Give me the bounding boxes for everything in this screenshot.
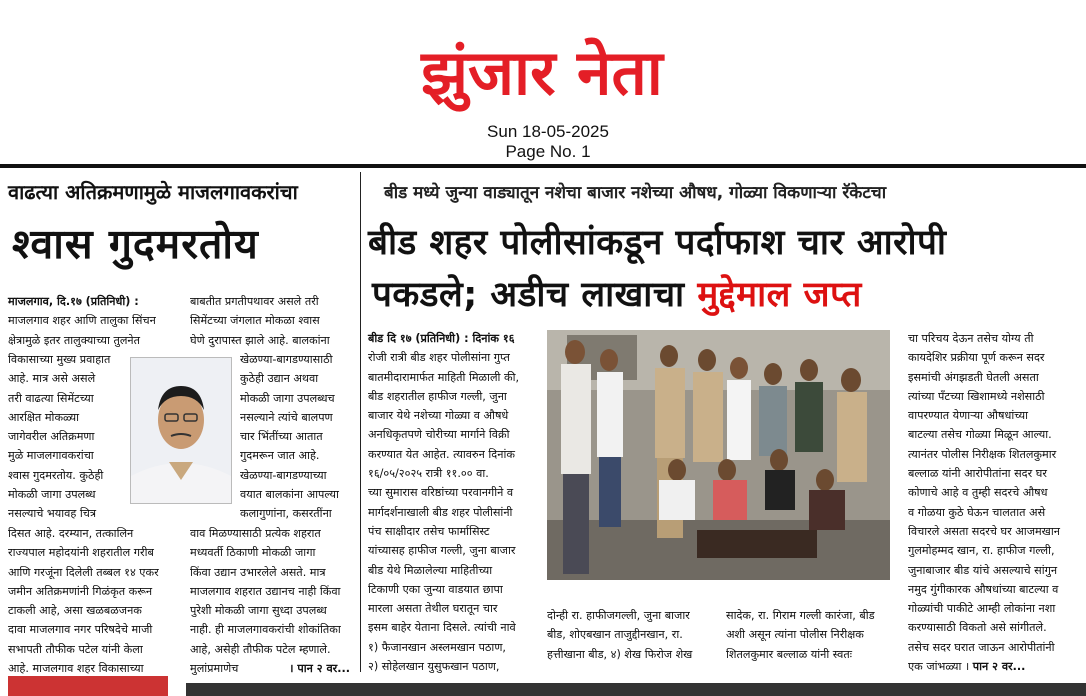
continued-marker[interactable]: । पान २ वर... [289, 662, 350, 676]
text-line: कोणाचे आहे व तुम्ही सदरचे औषध [908, 486, 1048, 500]
text-line: किंवा उद्यान उभारलेले असते. मात्र [190, 565, 326, 579]
text-line: नाही. ही माजलगावकरांची शोकांतिका [190, 623, 341, 637]
masthead-divider [0, 164, 1086, 168]
text-line: क्षेत्रामुळे इतर तालुक्याच्या तुलनेत [8, 333, 140, 347]
text-line: नसल्याचे भयावह चित्र [8, 507, 97, 521]
text-line: रोजी रात्री बीड शहर पोलीसांना गुप्त [368, 351, 510, 365]
text-line: जागेवरील अतिक्रमणा [8, 430, 95, 444]
text-line: गुदमरून जात आहे. [240, 449, 320, 463]
text-line: च्या सुमारास वरिष्ठांच्या परवानगीने व [368, 486, 514, 500]
text-line: मोकळी जागा उपलब्धच [240, 391, 335, 405]
text-line: मारला असता तेथील घरातून चार [368, 602, 498, 616]
text-line: इसम बाहेर येताना दिसले. त्यांची नावे [368, 621, 516, 635]
text-line: बीड, शोएबखान ताजुद्दीनखान, रा. [547, 628, 683, 642]
text-line: नसल्याने त्यांचे बालपण [240, 410, 333, 424]
text-line: सादेक, रा. गिराम गल्ली कारंजा, बीड [726, 609, 875, 622]
text-line: बातमीदारामार्फत माहिती मिळाली की, [368, 370, 520, 384]
main-story-kicker: बीड मध्ये जुन्या वाड्यातून नशेचा बाजार नशेच्या औषध, गोळ्या विकणाऱ्या रॅकेटचा [384, 183, 887, 203]
text-line: आहे. माजलगाव शहर विकासाच्या [8, 662, 144, 676]
text-line: कायदेशिर प्रक्रीया पूर्ण करून सदर [908, 351, 1045, 365]
text-line: अनधिकृतपणे चोरीच्या मार्गाने विक्री [368, 428, 510, 442]
text-line: तरी वाढत्या सिमेंटच्या [8, 391, 94, 405]
main-story-col2 [547, 606, 712, 664]
text-line-last [908, 657, 1076, 676]
dateline: माजलगाव, दि.१७ (प्रतिनिधी) : [8, 295, 139, 308]
text-line: माजलगाव शहरात उद्यानच नाही किंवा [190, 584, 341, 598]
text-line: २) सोहेलखान युसुफखान पठाण, [368, 660, 500, 674]
text-line: वापरण्यात येणाऱ्या औषधांच्या [908, 409, 1029, 423]
text-line: बीड शहरातील हाफीज गल्ली, जुना [368, 389, 507, 403]
left-story-col1-top [8, 292, 178, 350]
text-line: सभापती तौफीक पटेल यांनी केला [8, 642, 143, 656]
text-line: अशी असून त्यांना पोलीस निरीक्षक [726, 628, 864, 642]
text-line: शितलकुमार बल्लाळ यांनी स्वतः [726, 647, 853, 661]
text-line: दिसत आहे. दरम्यान, तत्कालिन [8, 527, 134, 540]
column-divider [360, 172, 361, 672]
text-line: जुनाबाजार बीड यांचे असल्याचे सांगुन [908, 563, 1058, 577]
text-line: टिकाणी एका जुन्या वाडयात छापा [368, 582, 503, 596]
text-line-last [190, 659, 350, 678]
portrait-illustration [131, 358, 231, 503]
text-line: पंच साक्षीदार तसेच फार्मासिस्ट [368, 524, 490, 538]
text-line: विचारले असता सदरचे घर आजमखान [908, 524, 1060, 538]
bottom-ad-strip [8, 676, 168, 696]
text-line: एक जांभळ्या । [908, 660, 970, 674]
text-line: कलागुणांना, कसरतींना [240, 507, 332, 521]
text-line: व गोळया कुठे घेऊन चालतात असे [908, 505, 1046, 519]
text-line: टाकली आहे, असा खळबळजनक [8, 604, 142, 618]
page-number: Page No. 1 [505, 142, 591, 161]
left-story-kicker: वाढत्या अतिक्रमणामुळे माजलगावकरांचा [8, 180, 298, 204]
continued-marker[interactable]: पान २ वर... [972, 660, 1026, 674]
text-line: हत्तीखाना बीड, ४) शेख फिरोज शेख [547, 647, 693, 661]
text-line: मध्यवर्ती ठिकाणी मोकळी जागा [190, 546, 316, 560]
text-line: मुळे माजलगावकरांचा [8, 449, 94, 463]
masthead [0, 0, 1086, 168]
text-line: चार भिंतींच्या आतात [240, 430, 323, 444]
text-line: त्यानंतर पोलीस निरीक्षक शितलकुमार [908, 447, 1057, 461]
main-story-col3 [726, 606, 888, 664]
text-line: चा परिचय देऊन तसेच योग्य ती [908, 332, 1034, 345]
text-line: बीड येथे मिळालेल्या माहितीच्या [368, 563, 493, 577]
text-line: बाबतीत प्रगतीपथावर असले तरी [190, 295, 319, 308]
text-line: आहे, असेही तौफीक पटेल म्हणाले. [190, 642, 331, 656]
text-line: दावा माजलगाव नगर परिषदेचे माजी [8, 623, 153, 637]
text-line: करण्यात येत आहेत. त्यावरुन दिनांक [368, 447, 515, 461]
portrait-photo [130, 357, 232, 504]
left-story-col1-bottom [8, 524, 178, 678]
text-line: बाटल्या तसेच गोळ्या मिळून आल्या. [908, 428, 1052, 442]
dateline: बीड दि १७ (प्रतिनिधी) : दिनांक १६ [368, 332, 515, 345]
left-story-col1-wrap [8, 350, 126, 524]
text-line: १) फैजानखान अस्लमखान पठाण, [368, 640, 506, 654]
news-photo [547, 330, 890, 580]
text-line: आरक्षित मोकळ्या [8, 410, 80, 424]
text-line: इसमांची अंगझडती घेतली असता [908, 370, 1039, 384]
text-line: त्यांच्या पॅंटच्या खिशामध्ये नशेसाठी [908, 389, 1045, 403]
text-line: तसेच सदर घरात जाऊन आरोपीतांनी [908, 640, 1055, 654]
text-line: गुलमोहम्मद खान, रा. हाफीज गल्ली, [908, 544, 1055, 558]
text-line: आणि गरजूंना दिलेली तब्बल १४ एकर [8, 565, 159, 579]
text-line: खेळण्या-बागडण्याच्या [240, 468, 327, 482]
headline-part-black: पकडले; अडीच लाखाचा [372, 275, 685, 315]
text-line: १६/०५/२०२५ रात्री ११.०० वा. [368, 467, 489, 481]
text-line: नमुद गुंगीकारक औषधांच्या बाटल्या व [908, 582, 1059, 596]
text-line: विकासाच्या मुख्य प्रवाहात [8, 353, 111, 366]
text-line: पुरेशी मोकळी जागा सुध्दा उपलब्ध [190, 604, 327, 618]
left-story-headline: श्वास गुदमरतोय [12, 220, 259, 268]
newspaper-logo [404, 26, 680, 112]
text-line: जमीन अतिक्रमणांनी गिळंकृत करून [8, 584, 153, 598]
text-line: घेणे दुरापास्त झाले आहे. बालकांना [190, 333, 330, 347]
logo-text: झुंजार नेता [421, 36, 663, 109]
text-line: आहे. मात्र असे असले [8, 372, 96, 386]
text-line: मार्गदर्शनाखाली बीड शहर पोलीसांनी [368, 505, 513, 519]
text-line: माजलगाव शहर आणि तालुका सिंचन [8, 314, 156, 328]
main-story-col1 [368, 329, 538, 676]
text-line: सिमेंटच्या जंगलात मोकळा श्वास [190, 314, 320, 328]
edition-date: Sun 18-05-2025 [487, 122, 609, 141]
left-story-col2-wrap [240, 350, 350, 524]
text-line: करण्यासाठी विकतो असे सांगीतले. [908, 621, 1047, 635]
text-line: खेळण्या-बागडण्यासाठी [240, 353, 333, 366]
text-line: राज्यपाल महोदयांनी शहरातील गरीब [8, 546, 154, 560]
text-line: श्वास गुदमरतोय. कुठेही [8, 468, 104, 482]
text-line: मुलांप्रमाणेच [190, 662, 239, 676]
text-line: वाव मिळण्यासाठी प्रत्येक शहरात [190, 527, 321, 540]
left-story-col2-top [190, 292, 350, 350]
text-line: बल्लाळ यांनी आरोपीतांना सदर घर [908, 467, 1047, 481]
text-line: वयात बालकांना आपल्या [240, 488, 339, 502]
text-line: मोकळी जागा उपलब्ध [8, 488, 96, 502]
main-headline-line2 [372, 270, 1084, 317]
text-line: बाजार येथे नशेच्या गोळ्या व औषधे [368, 409, 509, 423]
text-line: यांच्यासह हाफीज गल्ली, जुना बाजार [368, 544, 516, 558]
headline-part-red: मुद्देमाल जप्त [697, 275, 862, 315]
text-line: कुठेही उद्यान अथवा [240, 372, 319, 386]
main-story-col4 [908, 329, 1076, 676]
bottom-banner-strip [186, 683, 1086, 696]
police-group-photo [547, 330, 890, 580]
text-line: दोन्ही रा. हाफीजगल्ली, जुना बाजार [547, 609, 690, 622]
left-story-col2-bottom [190, 524, 350, 678]
text-line: गोळ्यांची पाकीटे आम्ही लोकांना नशा [908, 602, 1056, 616]
main-headline-line1: बीड शहर पोलीसांकडून पर्दाफाश चार आरोपी [368, 223, 947, 263]
